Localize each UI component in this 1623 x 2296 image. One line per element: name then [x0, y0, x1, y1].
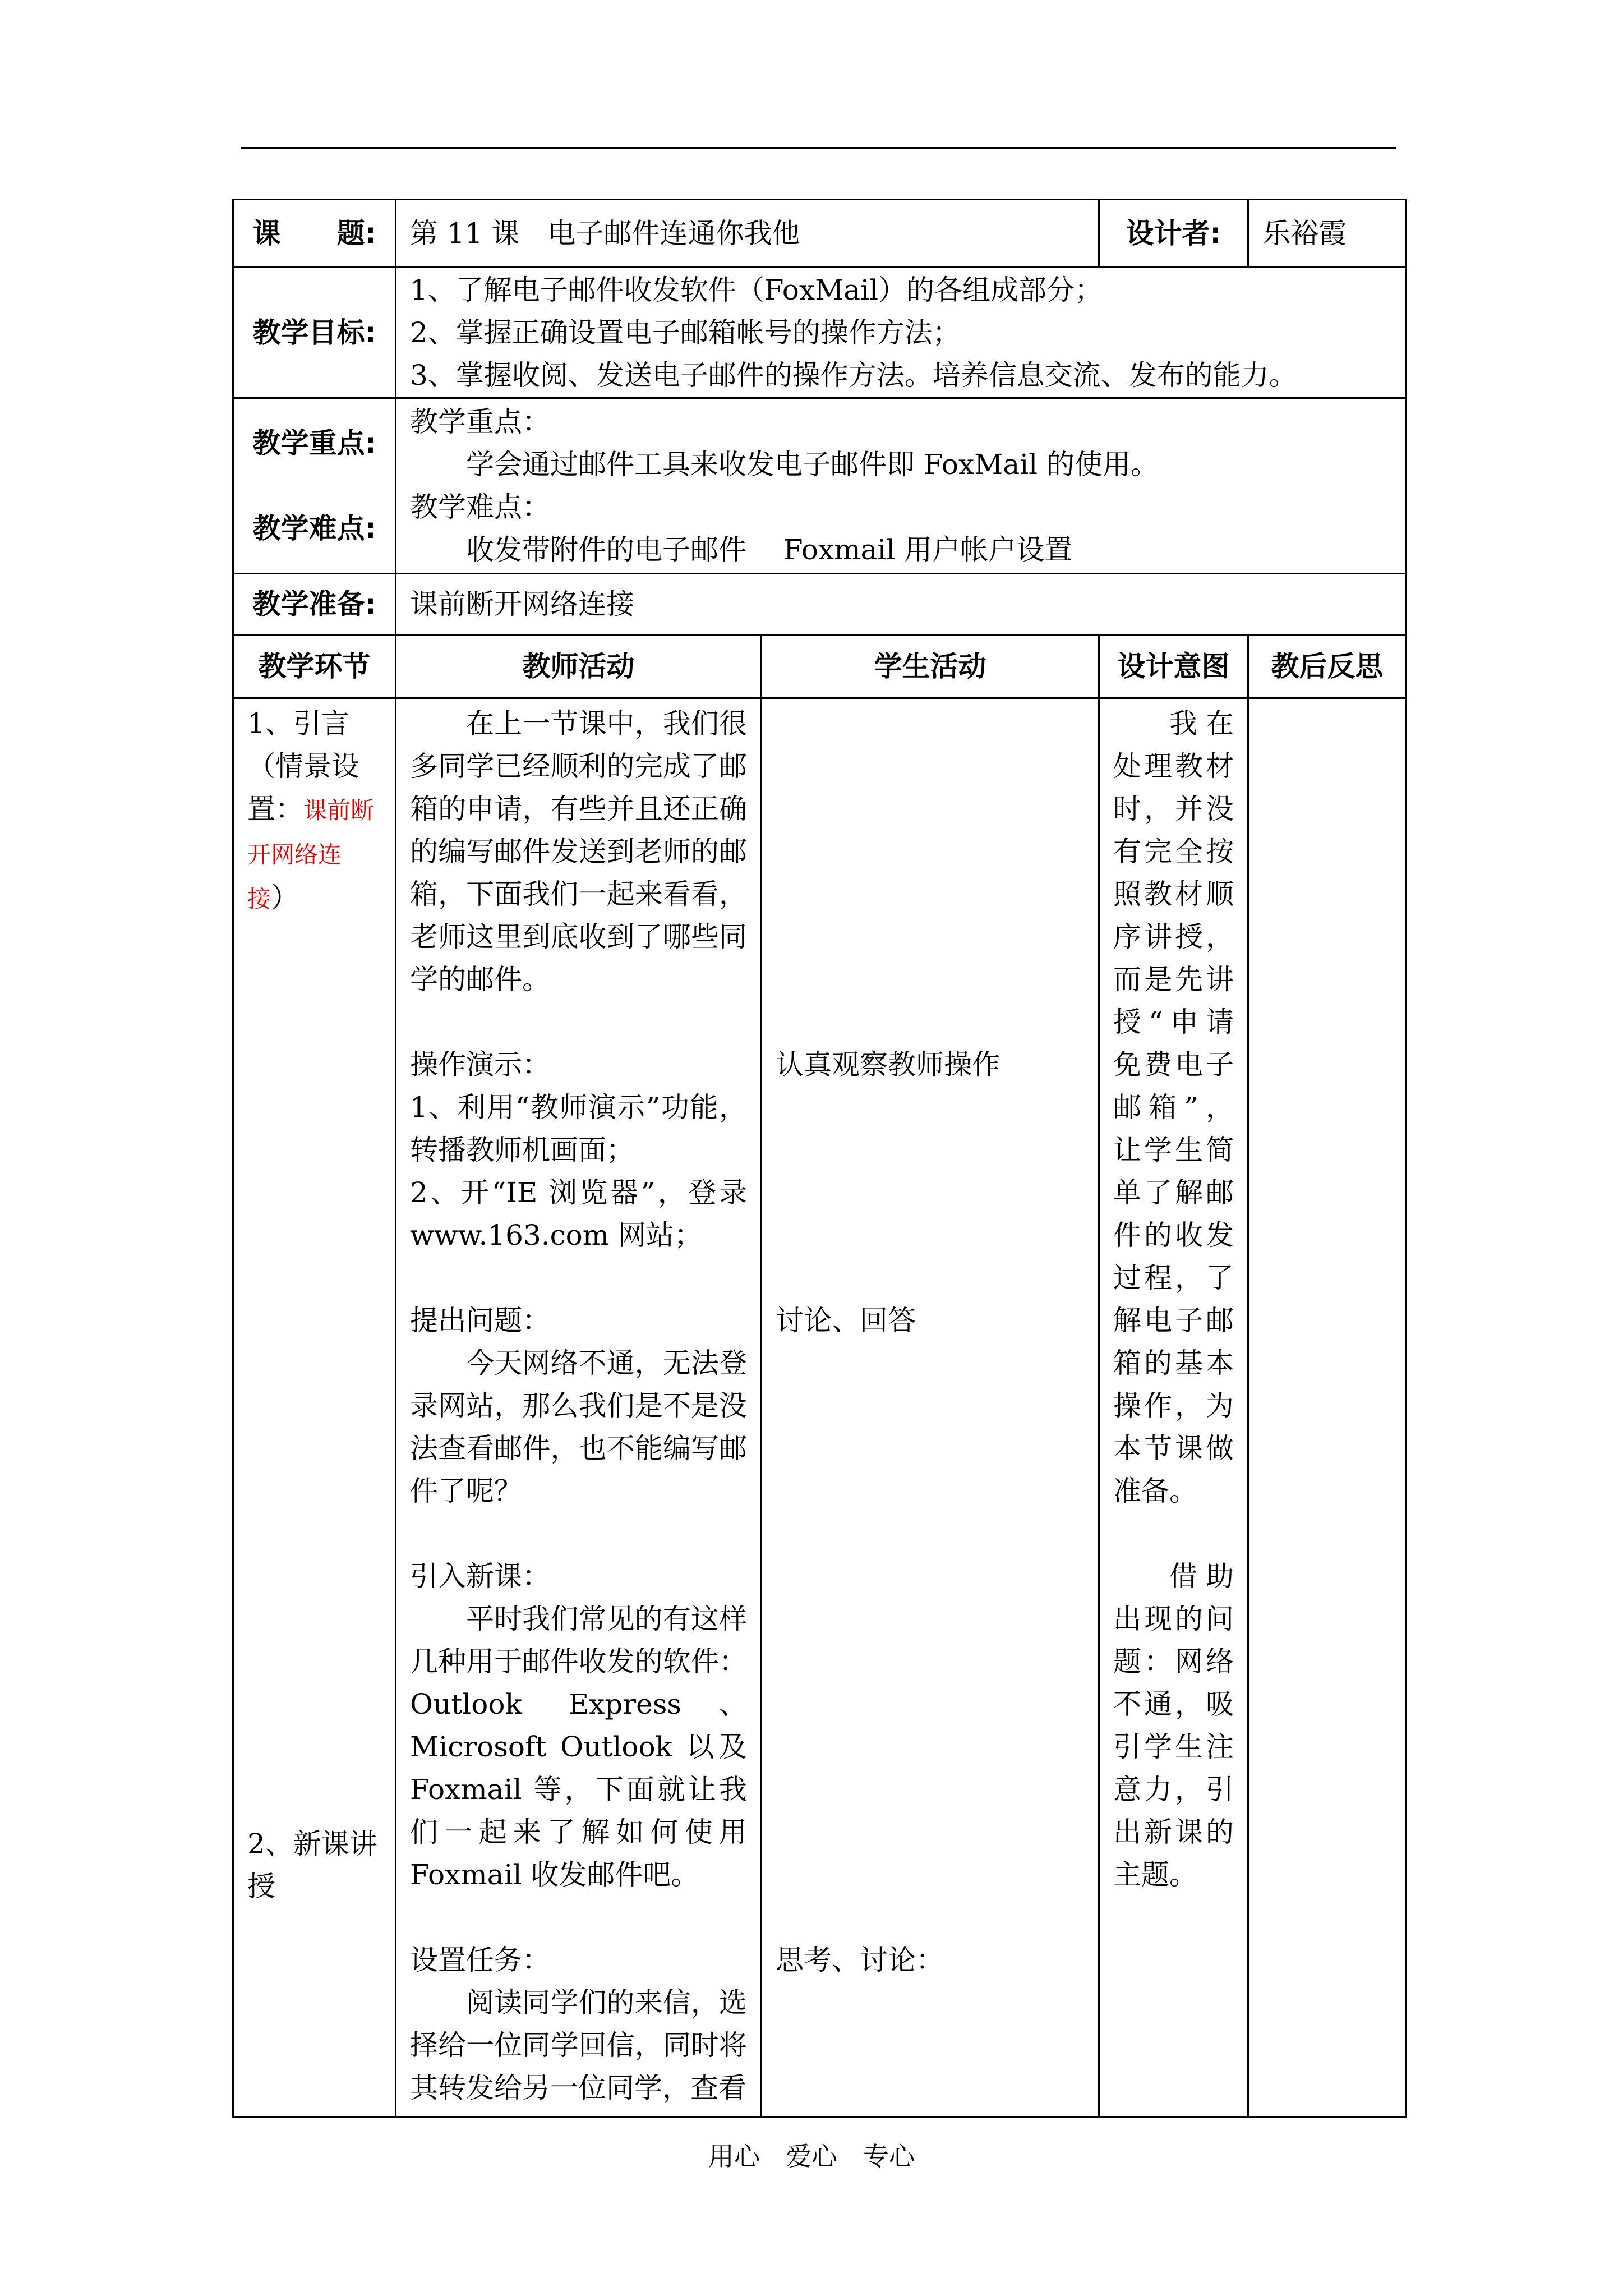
reflection-cell — [1248, 698, 1407, 2117]
student-activity: 思考、讨论： — [776, 1944, 944, 1976]
prep-label: 教学准备: — [233, 574, 396, 635]
stage-intro-note: 课前断开网络连接 — [247, 797, 375, 913]
prep-row — [233, 574, 1407, 635]
header-rule — [241, 147, 1396, 149]
design-intent-cell — [1099, 698, 1248, 2117]
student-activity: 认真观察教师操作 — [776, 1048, 1000, 1081]
lesson-title: 第 11 课 电子邮件连通你我他 — [396, 200, 1099, 268]
column-header-reflection: 教后反思 — [1248, 635, 1407, 698]
difficulty-text: 收发带附件的电子邮件 Foxmail 用户帐户设置 — [466, 533, 1073, 566]
key-point-text: 学会通过邮件工具来收发电子邮件即 FoxMail 的使用。 — [466, 448, 1159, 481]
column-header-stage: 教学环节 — [233, 635, 396, 698]
demo-step: 2、开“IE 浏览器”，登录 www.163.com 网站； — [410, 1176, 747, 1251]
intro-title: 引入新课： — [410, 1560, 550, 1593]
objectives-label: 教学目标: — [233, 268, 396, 398]
focus-labels — [233, 398, 396, 574]
difficulty-title: 教学难点： — [410, 491, 550, 523]
lesson-label: 课 题: — [233, 200, 396, 268]
intro-text: 平时我们常见的有这样几种用于邮件收发的软件：Outlook Express、Microsoft Outlook 以及 Foxmail 等，下面就让我们一起来了解如何使用 Foxmail 收发邮件吧。 — [410, 1603, 747, 1891]
key-point-title: 教学重点： — [410, 406, 550, 438]
objective-item: 2、掌握正确设置电子邮箱帐号的操作方法； — [410, 316, 961, 349]
column-header-teacher: 教师活动 — [396, 635, 762, 698]
key-point-label: 教学重点: — [252, 427, 376, 459]
focus-content — [396, 398, 1407, 574]
stage-new-lesson: 2、新课讲授 — [247, 1828, 377, 1903]
task-text: 阅读同学们的来信，选择给一位同学回信，同时将其转发给另一位同学，查看 — [410, 1986, 747, 2104]
column-header-student: 学生活动 — [762, 635, 1099, 698]
question-text: 今天网络不通，无法登录网站，那么我们是不是没法查看邮件，也不能编写邮件了呢？ — [410, 1347, 747, 1507]
objective-item: 1、了解电子邮件收发软件（FoxMail）的各组成部分； — [410, 274, 1103, 306]
activity-row — [233, 698, 1407, 2117]
column-header-intent: 设计意图 — [1099, 635, 1248, 698]
designer-label: 设计者: — [1099, 200, 1248, 268]
column-header-row — [233, 635, 1407, 698]
intent-paragraph: 借助出现的问题：网络不通，吸引学生注意力，引出新课的主题。 — [1113, 1560, 1234, 1891]
difficulty-label: 教学难点: — [252, 512, 376, 545]
intent-paragraph: 我在处理教材时，并没有完全按照教材顺序讲授，而是先讲授“申请免费电子邮箱”，让学生简单了解邮件的收发过程，了解电子邮箱的基本操作，为本节课做准备。 — [1113, 707, 1234, 1507]
teacher-activity-cell — [396, 698, 762, 2117]
objective-item: 3、掌握收阅、发送电子邮件的操作方法。培养信息交流、发布的能力。 — [410, 359, 1297, 392]
lesson-title-row — [233, 200, 1407, 268]
demo-title: 操作演示： — [410, 1048, 550, 1081]
stage-intro: 1、引言 （情景设置：课前断开网络连接） — [247, 707, 375, 914]
student-activity-cell — [762, 698, 1099, 2117]
prep-text: 课前断开网络连接 — [396, 574, 1407, 635]
focus-row — [233, 398, 1407, 574]
student-activity: 讨论、回答 — [776, 1304, 916, 1337]
teacher-paragraph: 在上一节课中，我们很多同学已经顺利的完成了邮箱的申请，有些并且还正确的编写邮件发送到老师的邮箱，下面我们一起来看看，老师这里到底收到了哪些同学的邮件。 — [410, 707, 747, 996]
stage-cell — [233, 698, 396, 2117]
demo-step: 1、利用“教师演示”功能，转播教师机画面； — [410, 1091, 747, 1166]
objectives-content — [396, 268, 1407, 398]
page-footer: 用心 爱心 专心 — [708, 2141, 915, 2171]
task-title: 设置任务： — [410, 1944, 550, 1976]
lesson-plan-table — [232, 199, 1407, 2118]
designer-name: 乐裕霞 — [1248, 200, 1407, 268]
question-title: 提出问题： — [410, 1304, 550, 1337]
objectives-row — [233, 268, 1407, 398]
